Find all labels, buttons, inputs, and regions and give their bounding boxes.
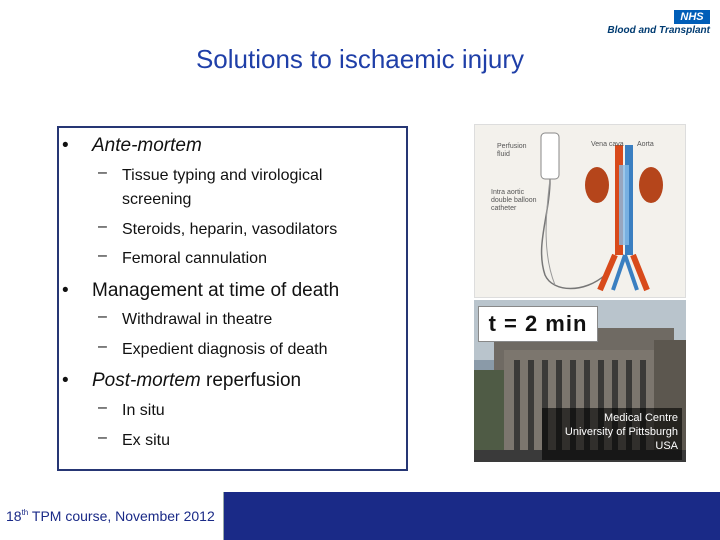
sub-item-text: Tissue typing and virological — [122, 167, 323, 184]
bullet-label-rest: reperfusion — [200, 370, 302, 391]
nhs-logo-org: Blood and Transplant — [607, 25, 710, 36]
nhs-logo — [596, 8, 714, 38]
caption-line: USA — [655, 440, 678, 452]
caption-line: University of Pittsburgh — [564, 426, 678, 438]
sub-item-text: Ex situ — [122, 432, 171, 449]
slide-title: Solutions to ischaemic injury — [195, 44, 525, 74]
perfusion-diagram — [474, 124, 686, 298]
diagram-label-vena-cava: Vena cava — [591, 141, 624, 148]
bullet-label: Ante-mortem — [92, 135, 202, 156]
sub-item-text: Femoral cannulation — [122, 250, 267, 267]
bullet-dot: • — [62, 370, 69, 391]
course-label: 18th TPM course, November 2012 — [0, 492, 224, 540]
sub-item-text: In situ — [122, 402, 165, 419]
nhs-logo-badge: NHS — [674, 10, 710, 24]
footer-bar — [0, 492, 720, 540]
diagram-label-catheter: Intra aortic double balloon catheter — [491, 189, 537, 212]
bullet-dot: • — [62, 280, 69, 301]
bullet-label — [92, 370, 301, 392]
sub-item-text: Expedient diagnosis of death — [122, 341, 328, 358]
sub-item-text: Withdrawal in theatre — [122, 311, 273, 328]
time-label: t = 2 min — [478, 306, 598, 342]
photo-caption — [542, 408, 682, 460]
diagram-label-aorta: Aorta — [637, 141, 654, 148]
bullet-label-italic: Post-mortem — [92, 370, 201, 391]
bullet-label: Management at time of death — [92, 280, 340, 301]
caption-line: Medical Centre — [604, 412, 678, 424]
sub-item-text: screening — [122, 191, 192, 208]
diagram-label-perfusion: Perfusion fluid — [497, 143, 527, 158]
sub-item-text: Steroids, heparin, vasodilators — [122, 221, 338, 238]
bullet-dot: • — [62, 135, 69, 156]
